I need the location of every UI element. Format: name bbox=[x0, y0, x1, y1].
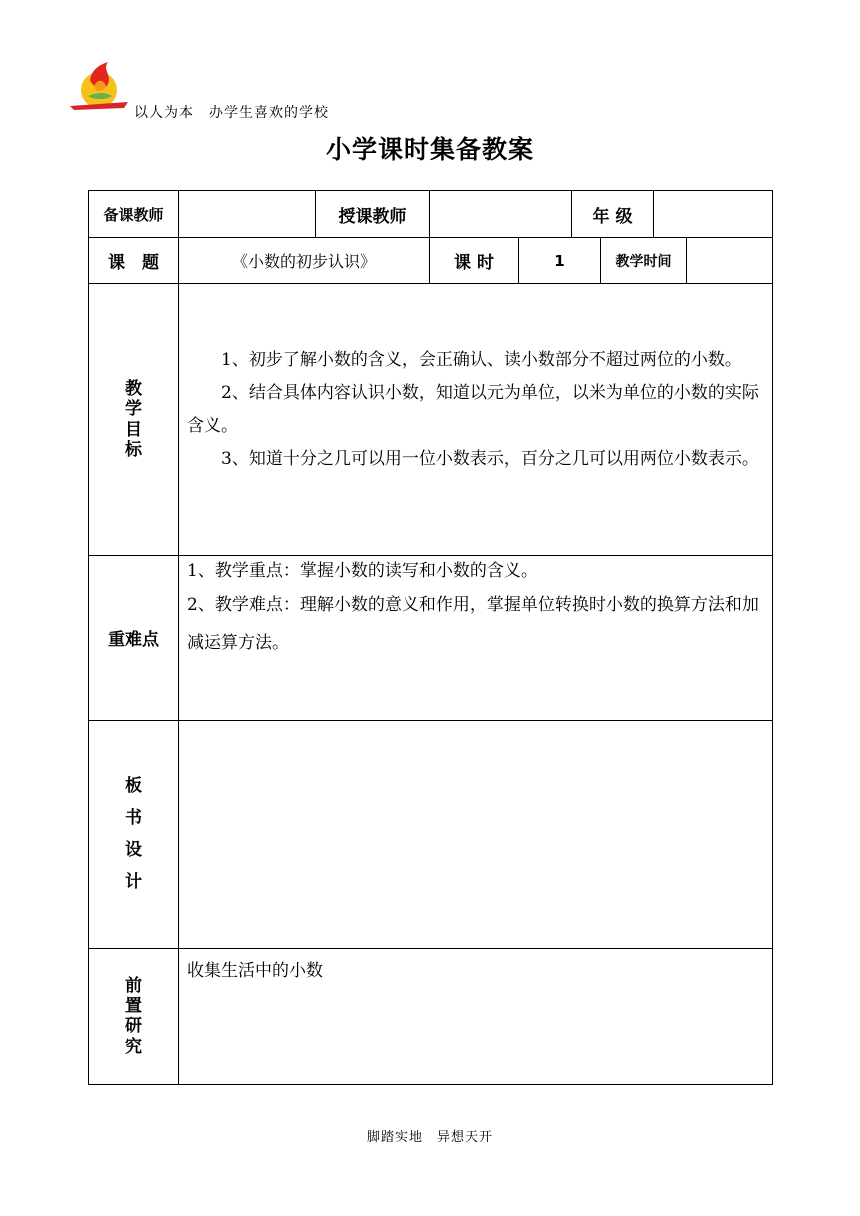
label-teacher: 授课教师 bbox=[316, 191, 430, 238]
objective-item: 1、初步了解小数的含义，会正确认、读小数部分不超过两位的小数。 bbox=[221, 350, 742, 371]
label-teaching-time: 教学时间 bbox=[601, 238, 687, 284]
key-point-item: 2、教学难点：理解小数的意义和作用，掌握单位转换时小数的换算方法和加减运算方法。 bbox=[187, 595, 759, 654]
row-board-design bbox=[89, 720, 773, 948]
key-points-content bbox=[179, 556, 773, 720]
label-objectives: 教学目标 bbox=[89, 284, 179, 556]
value-topic: 《小数的初步认识》 bbox=[179, 238, 430, 284]
key-point-item: 1、教学重点：掌握小数的读写和小数的含义。 bbox=[187, 561, 538, 582]
page-header bbox=[68, 60, 468, 122]
label-board-design: 板书设计 bbox=[89, 720, 179, 948]
value-period: 1 bbox=[519, 238, 601, 284]
school-logo-flame-icon bbox=[68, 60, 130, 116]
label-topic: 课 题 bbox=[89, 238, 179, 284]
school-motto: 以人为本 办学生喜欢的学校 bbox=[134, 105, 329, 121]
objective-item: 3、知道十分之几可以用一位小数表示，百分之几可以用两位小数表示。 bbox=[221, 449, 759, 470]
pre-study-content: 收集生活中的小数 bbox=[179, 948, 773, 1084]
board-design-content[interactable] bbox=[179, 720, 773, 948]
label-period: 课 时 bbox=[430, 238, 519, 284]
label-prep-teacher: 备课教师 bbox=[89, 191, 179, 238]
value-teaching-time[interactable] bbox=[687, 238, 773, 284]
page-title: 小学课时集备教案 bbox=[325, 135, 534, 164]
objective-item: 2、结合具体内容认识小数，知道以元为单位，以米为单位的小数的实际含义。 bbox=[187, 383, 759, 437]
page-footer: 脚踏实地 异想天开 bbox=[366, 1130, 493, 1145]
objectives-content bbox=[179, 284, 773, 556]
row-pre-study bbox=[89, 948, 773, 1084]
value-teacher[interactable] bbox=[430, 191, 572, 238]
row-key-points bbox=[89, 556, 773, 720]
row-topic bbox=[89, 238, 773, 284]
row-teachers bbox=[89, 191, 773, 238]
label-grade: 年 级 bbox=[572, 191, 654, 238]
value-prep-teacher[interactable] bbox=[179, 191, 316, 238]
label-key-points: 重难点 bbox=[89, 556, 179, 720]
value-grade[interactable] bbox=[654, 191, 773, 238]
label-pre-study: 前置研究 bbox=[89, 948, 179, 1084]
row-objectives bbox=[89, 284, 773, 556]
lesson-plan-table bbox=[88, 190, 773, 1085]
